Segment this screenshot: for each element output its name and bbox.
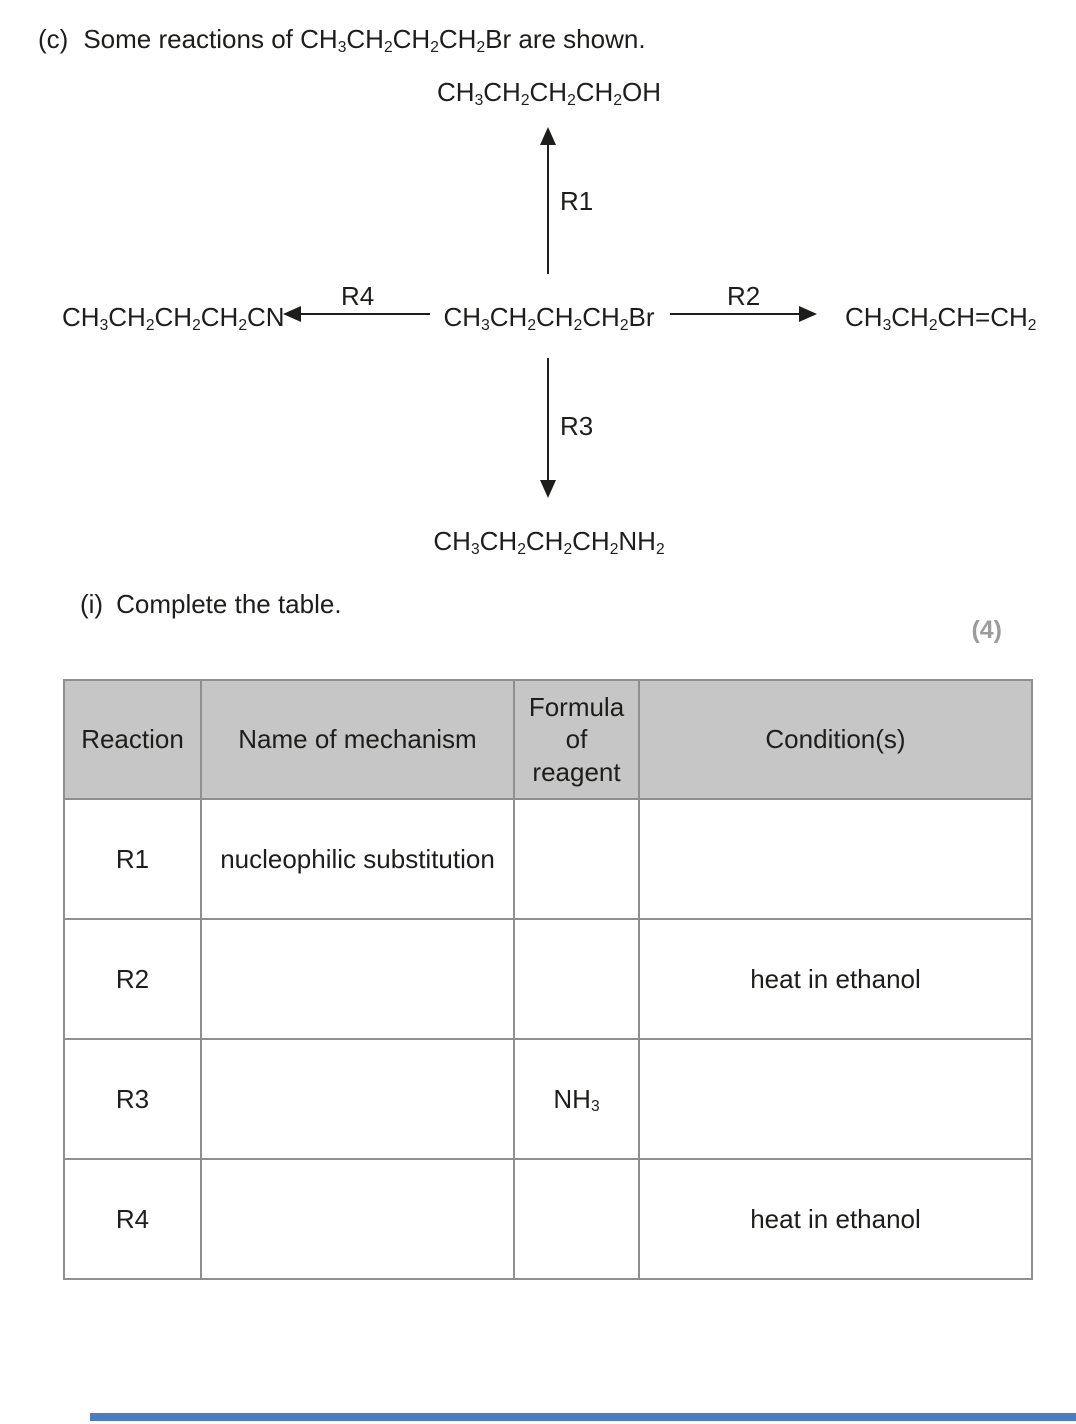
header-reaction: Reaction (64, 680, 201, 799)
r4-arrow-line (299, 313, 430, 315)
table-row (64, 799, 1032, 919)
question-formula: $CH_3CH_2CH_2CH_2Br$ (300, 24, 512, 56)
cell-conditions-r3 (639, 1039, 1032, 1159)
subquestion-text: Complete the table. (116, 589, 342, 619)
cell-mechanism-r3 (201, 1039, 514, 1159)
cell-reaction-r4: R4 (64, 1159, 201, 1279)
cell-reaction-r1: R1 (64, 799, 201, 919)
question-part-label: (c) (38, 24, 69, 54)
right-product-formula: $CH_3CH_2CH=CH_2$ (845, 302, 1037, 334)
header-conditions: Condition(s) (639, 680, 1032, 799)
center-compound-formula: $CH_3CH_2CH_2CH_2Br$ (443, 302, 655, 334)
page-footer-rule (90, 1413, 1076, 1421)
cell-mechanism-r1: nucleophilic substitution (201, 799, 514, 919)
left-product-formula: $CH_3CH_2CH_2CH_2CN$ (62, 302, 285, 334)
question-line (38, 24, 646, 55)
header-mechanism: Name of mechanism (201, 680, 514, 799)
answer-table (63, 679, 1033, 1280)
cell-reaction-r3: R3 (64, 1039, 201, 1159)
r2-arrow-line (670, 313, 801, 315)
cell-conditions-r4: heat in ethanol (639, 1159, 1032, 1279)
question-text: Some reactions of $CH_3CH_2CH_2CH_2Br$ are shown. (83, 24, 646, 56)
table-row (64, 919, 1032, 1039)
cell-reagent-r2 (514, 919, 639, 1039)
bottom-product-formula: $CH_3CH_2CH_2CH_2NH_2$ (433, 526, 665, 558)
cell-reaction-r2: R2 (64, 919, 201, 1039)
cell-reagent-r1 (514, 799, 639, 919)
header-reagent: Formula of reagent (514, 680, 639, 799)
r2-arrow-label: R2 (727, 281, 761, 311)
r3-down-arrow-icon (540, 480, 556, 498)
r2-right-arrow-icon (799, 306, 817, 322)
cell-mechanism-r2 (201, 919, 514, 1039)
cell-reagent-r3: $NH_3$ (514, 1039, 639, 1159)
cell-conditions-r2: heat in ethanol (639, 919, 1032, 1039)
subquestion-line (80, 589, 342, 620)
top-product-formula: $CH_3CH_2CH_2CH_2OH$ (437, 77, 661, 109)
table-row (64, 1039, 1032, 1159)
r1-arrow-line (547, 144, 549, 274)
table-row (64, 1159, 1032, 1279)
r4-arrow-label: R4 (341, 281, 375, 311)
marks-badge: (4) (971, 616, 1002, 644)
r1-up-arrow-icon (540, 127, 556, 145)
r1-arrow-label: R1 (560, 186, 594, 216)
subquestion-label: (i) (80, 589, 104, 619)
cell-conditions-r1 (639, 799, 1032, 919)
cell-mechanism-r4 (201, 1159, 514, 1279)
cell-reagent-r4 (514, 1159, 639, 1279)
r3-arrow-label: R3 (560, 411, 594, 441)
r3-arrow-line (547, 358, 549, 481)
table-header-row (64, 680, 1032, 799)
